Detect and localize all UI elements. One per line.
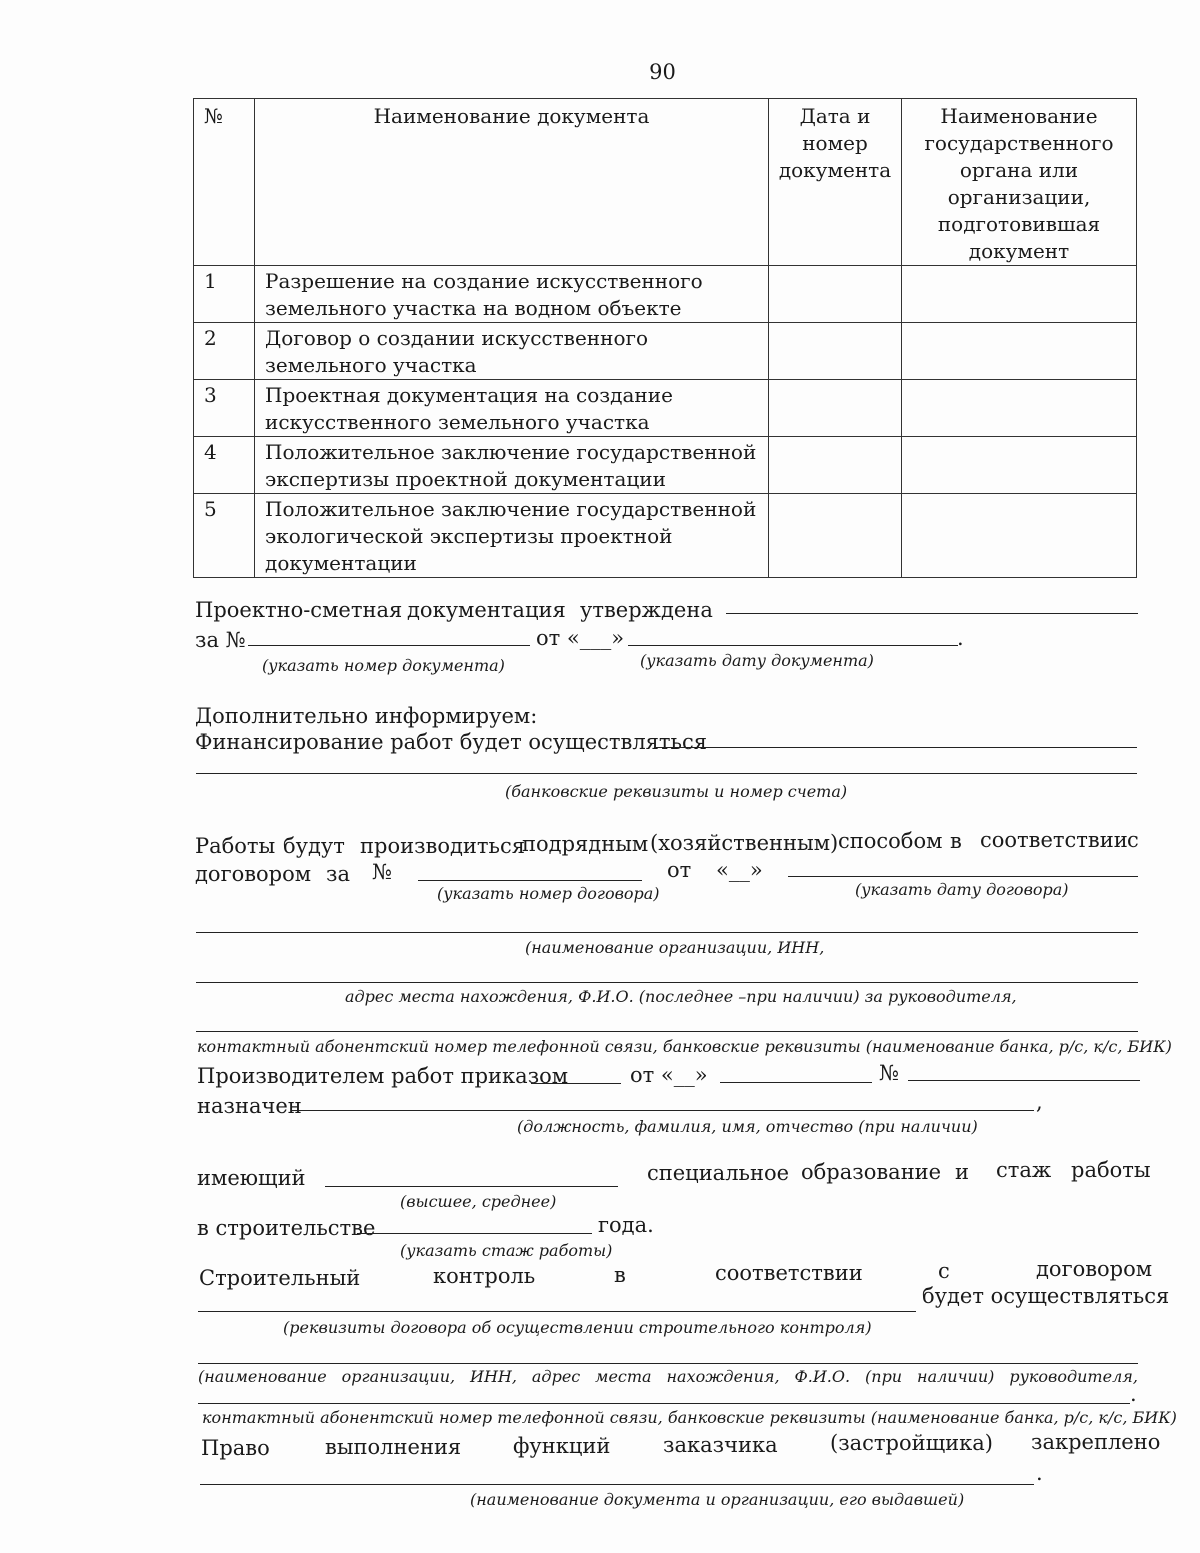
psd-word: утверждена <box>580 598 713 622</box>
control-word: договором <box>1036 1257 1153 1281</box>
producer-imeyushiy: имеющий <box>197 1166 306 1190</box>
works-dogovor: договором <box>195 862 312 886</box>
producer-order-blank[interactable] <box>531 1083 621 1084</box>
row-number: 3 <box>194 380 255 437</box>
row-doc-name: Проектная документация на создание искусственного земельного участка <box>255 380 769 437</box>
psd-word: Проектно-сметная <box>195 598 403 622</box>
producer-num: № <box>879 1061 899 1085</box>
row-number: 2 <box>194 323 255 380</box>
producer-word: специальное <box>647 1161 790 1185</box>
control-budet: будет осуществляться <box>922 1284 1170 1308</box>
row-number: 4 <box>194 437 255 494</box>
row-organ-cell <box>902 494 1137 578</box>
producer-experience-caption: (указать стаж работы) <box>400 1241 613 1260</box>
customer-word: функций <box>513 1434 611 1458</box>
works-word: способом <box>838 829 943 853</box>
psd-word: документация <box>407 598 566 622</box>
producer-number-blank[interactable] <box>908 1080 1140 1081</box>
works-contract-number-blank[interactable] <box>418 880 642 881</box>
producer-ot: от «__» <box>630 1063 708 1087</box>
works-contract-date-blank[interactable] <box>788 876 1138 877</box>
control-word: соответствии <box>715 1261 863 1285</box>
producer-v-stroit: в строительстве <box>197 1216 376 1240</box>
producer-education-blank[interactable] <box>325 1186 618 1187</box>
works-word: соответствии <box>980 828 1128 852</box>
row-doc-name: Разрешение на создание искусственного земельного участка на водном объекте <box>255 266 769 323</box>
works-org-blank[interactable] <box>196 932 1138 933</box>
works-addr-caption: адрес места нахождения, Ф.И.О. (последнее –при наличии) за руководителя, <box>345 987 1017 1006</box>
works-word: будут <box>283 834 345 858</box>
row-doc-name: Положительное заключение государственной экспертизы проектной документации <box>255 437 769 494</box>
control-org-caption-word: адрес <box>531 1367 581 1386</box>
producer-date-blank[interactable] <box>720 1082 872 1083</box>
customer-caption: (наименование документа и организации, его выдавшей) <box>470 1490 965 1509</box>
col-header-name: Наименование документа <box>255 99 769 266</box>
control-org-caption-word: (наименование <box>198 1367 327 1386</box>
row-organ-cell <box>902 323 1137 380</box>
page-number: 90 <box>649 60 676 84</box>
control-contact-caption: контактный абонентский номер телефонной связи, банковские реквизиты (наименование банка, р/с, к/с, БИК) <box>202 1408 1177 1427</box>
control-contract-caption: (реквизиты договора об осуществлении строительного контроля) <box>283 1318 872 1337</box>
row-doc-name: Договор о создании искусственного земельного участка <box>255 323 769 380</box>
row-date-cell <box>769 323 902 380</box>
control-org-caption-word: (при <box>865 1367 903 1386</box>
psd-ot-label: от «___» <box>536 626 625 650</box>
table-row <box>194 323 1137 380</box>
works-org-caption: (наименование организации, ИНН, <box>525 938 825 957</box>
control-contact-blank[interactable] <box>198 1403 1130 1404</box>
works-word: Работы <box>195 834 276 858</box>
psd-number-caption: (указать номер документа) <box>262 656 505 675</box>
psd-approved-blank[interactable] <box>726 613 1138 614</box>
row-date-cell <box>769 494 902 578</box>
finance-blank-2[interactable] <box>196 773 1137 774</box>
works-number-caption: (указать номер договора) <box>437 884 660 903</box>
control-org-caption-word: Ф.И.О. <box>794 1367 851 1386</box>
row-organ-cell <box>902 380 1137 437</box>
works-contact-caption: контактный абонентский номер телефонной связи, банковские реквизиты (наименование банка, р/с, к/с, БИК) <box>197 1037 1172 1056</box>
row-number: 5 <box>194 494 255 578</box>
producer-label: Производителем работ приказом <box>197 1064 569 1088</box>
customer-dot: . <box>1036 1461 1043 1485</box>
customer-word: заказчика <box>663 1433 778 1457</box>
control-org-caption-word: нахождения, <box>666 1367 780 1386</box>
psd-date-caption: (указать дату документа) <box>640 651 874 670</box>
customer-word: (застройщика) <box>830 1431 993 1455</box>
control-org-caption-word: наличии) <box>917 1367 995 1386</box>
row-date-cell <box>769 380 902 437</box>
works-word: подрядным <box>522 832 649 856</box>
finance-caption: (банковские реквизиты и номер счета) <box>505 782 848 801</box>
row-date-cell <box>769 437 902 494</box>
producer-naznachen: назначен <box>197 1094 302 1118</box>
table-row <box>194 380 1137 437</box>
works-word: производиться <box>360 834 525 858</box>
row-doc-name: Положительное заключение государственной экологической экспертизы проектной документации <box>255 494 769 578</box>
producer-experience-blank[interactable] <box>357 1233 592 1234</box>
row-organ-cell <box>902 266 1137 323</box>
row-number: 1 <box>194 266 255 323</box>
psd-dot: . <box>957 626 964 650</box>
psd-za-label: за № <box>195 628 246 652</box>
control-word: с <box>938 1259 950 1283</box>
producer-person-blank[interactable] <box>292 1110 1034 1111</box>
customer-word: выполнения <box>325 1435 462 1459</box>
col-header-date: Дата и номер документа <box>769 99 902 266</box>
table-header-row <box>194 99 1137 266</box>
producer-person-caption: (должность, фамилия, имя, отчество (при наличии) <box>517 1117 978 1136</box>
col-header-organ: Наименование государственного органа или организации, подготовившая документ <box>902 99 1137 266</box>
works-word: в <box>950 829 962 853</box>
row-date-cell <box>769 266 902 323</box>
works-date-caption: (указать дату договора) <box>855 880 1069 899</box>
control-contract-blank[interactable] <box>198 1311 916 1312</box>
row-organ-cell <box>902 437 1137 494</box>
customer-word: Право <box>201 1436 270 1460</box>
table-row <box>194 437 1137 494</box>
works-quote: «__» <box>716 858 763 882</box>
table-row <box>194 266 1137 323</box>
control-word: Строительный <box>199 1266 361 1290</box>
control-org-blank[interactable] <box>198 1363 1138 1364</box>
control-org-caption-word: места <box>595 1367 652 1386</box>
psd-number-blank[interactable] <box>248 645 530 646</box>
producer-word: образование <box>801 1160 942 1184</box>
control-org-caption-word: организации, <box>341 1367 456 1386</box>
works-num: № <box>372 860 392 884</box>
control-org-caption-word: руководителя, <box>1009 1367 1138 1386</box>
control-word: контроль <box>433 1264 536 1288</box>
control-org-caption <box>198 1367 1138 1386</box>
producer-word: и <box>955 1160 969 1184</box>
table-row <box>194 494 1137 578</box>
control-org-caption-word: ИНН, <box>470 1367 517 1386</box>
psd-date-blank[interactable] <box>628 645 958 646</box>
producer-comma: , <box>1036 1090 1043 1114</box>
producer-word: работы <box>1071 1158 1151 1182</box>
control-dot: . <box>1130 1382 1137 1406</box>
works-word: с <box>1127 828 1139 852</box>
customer-document-blank[interactable] <box>200 1484 1034 1485</box>
producer-goda: года. <box>598 1213 654 1237</box>
producer-education-caption: (высшее, среднее) <box>400 1192 557 1211</box>
works-addr-blank[interactable] <box>196 982 1138 983</box>
col-header-number: № <box>194 99 255 266</box>
works-contact-blank[interactable] <box>196 1031 1138 1032</box>
customer-word: закреплено <box>1031 1430 1161 1454</box>
producer-word: стаж <box>996 1158 1052 1182</box>
finance-label: Финансирование работ будет осуществляться <box>195 730 707 754</box>
works-za: за <box>326 862 350 886</box>
control-word: в <box>614 1263 626 1287</box>
finance-intro: Дополнительно информируем: <box>195 704 538 728</box>
documents-table <box>193 98 1137 578</box>
works-ot: от <box>667 858 692 882</box>
works-word: (хозяйственным) <box>650 831 839 855</box>
finance-blank[interactable] <box>654 747 1137 748</box>
